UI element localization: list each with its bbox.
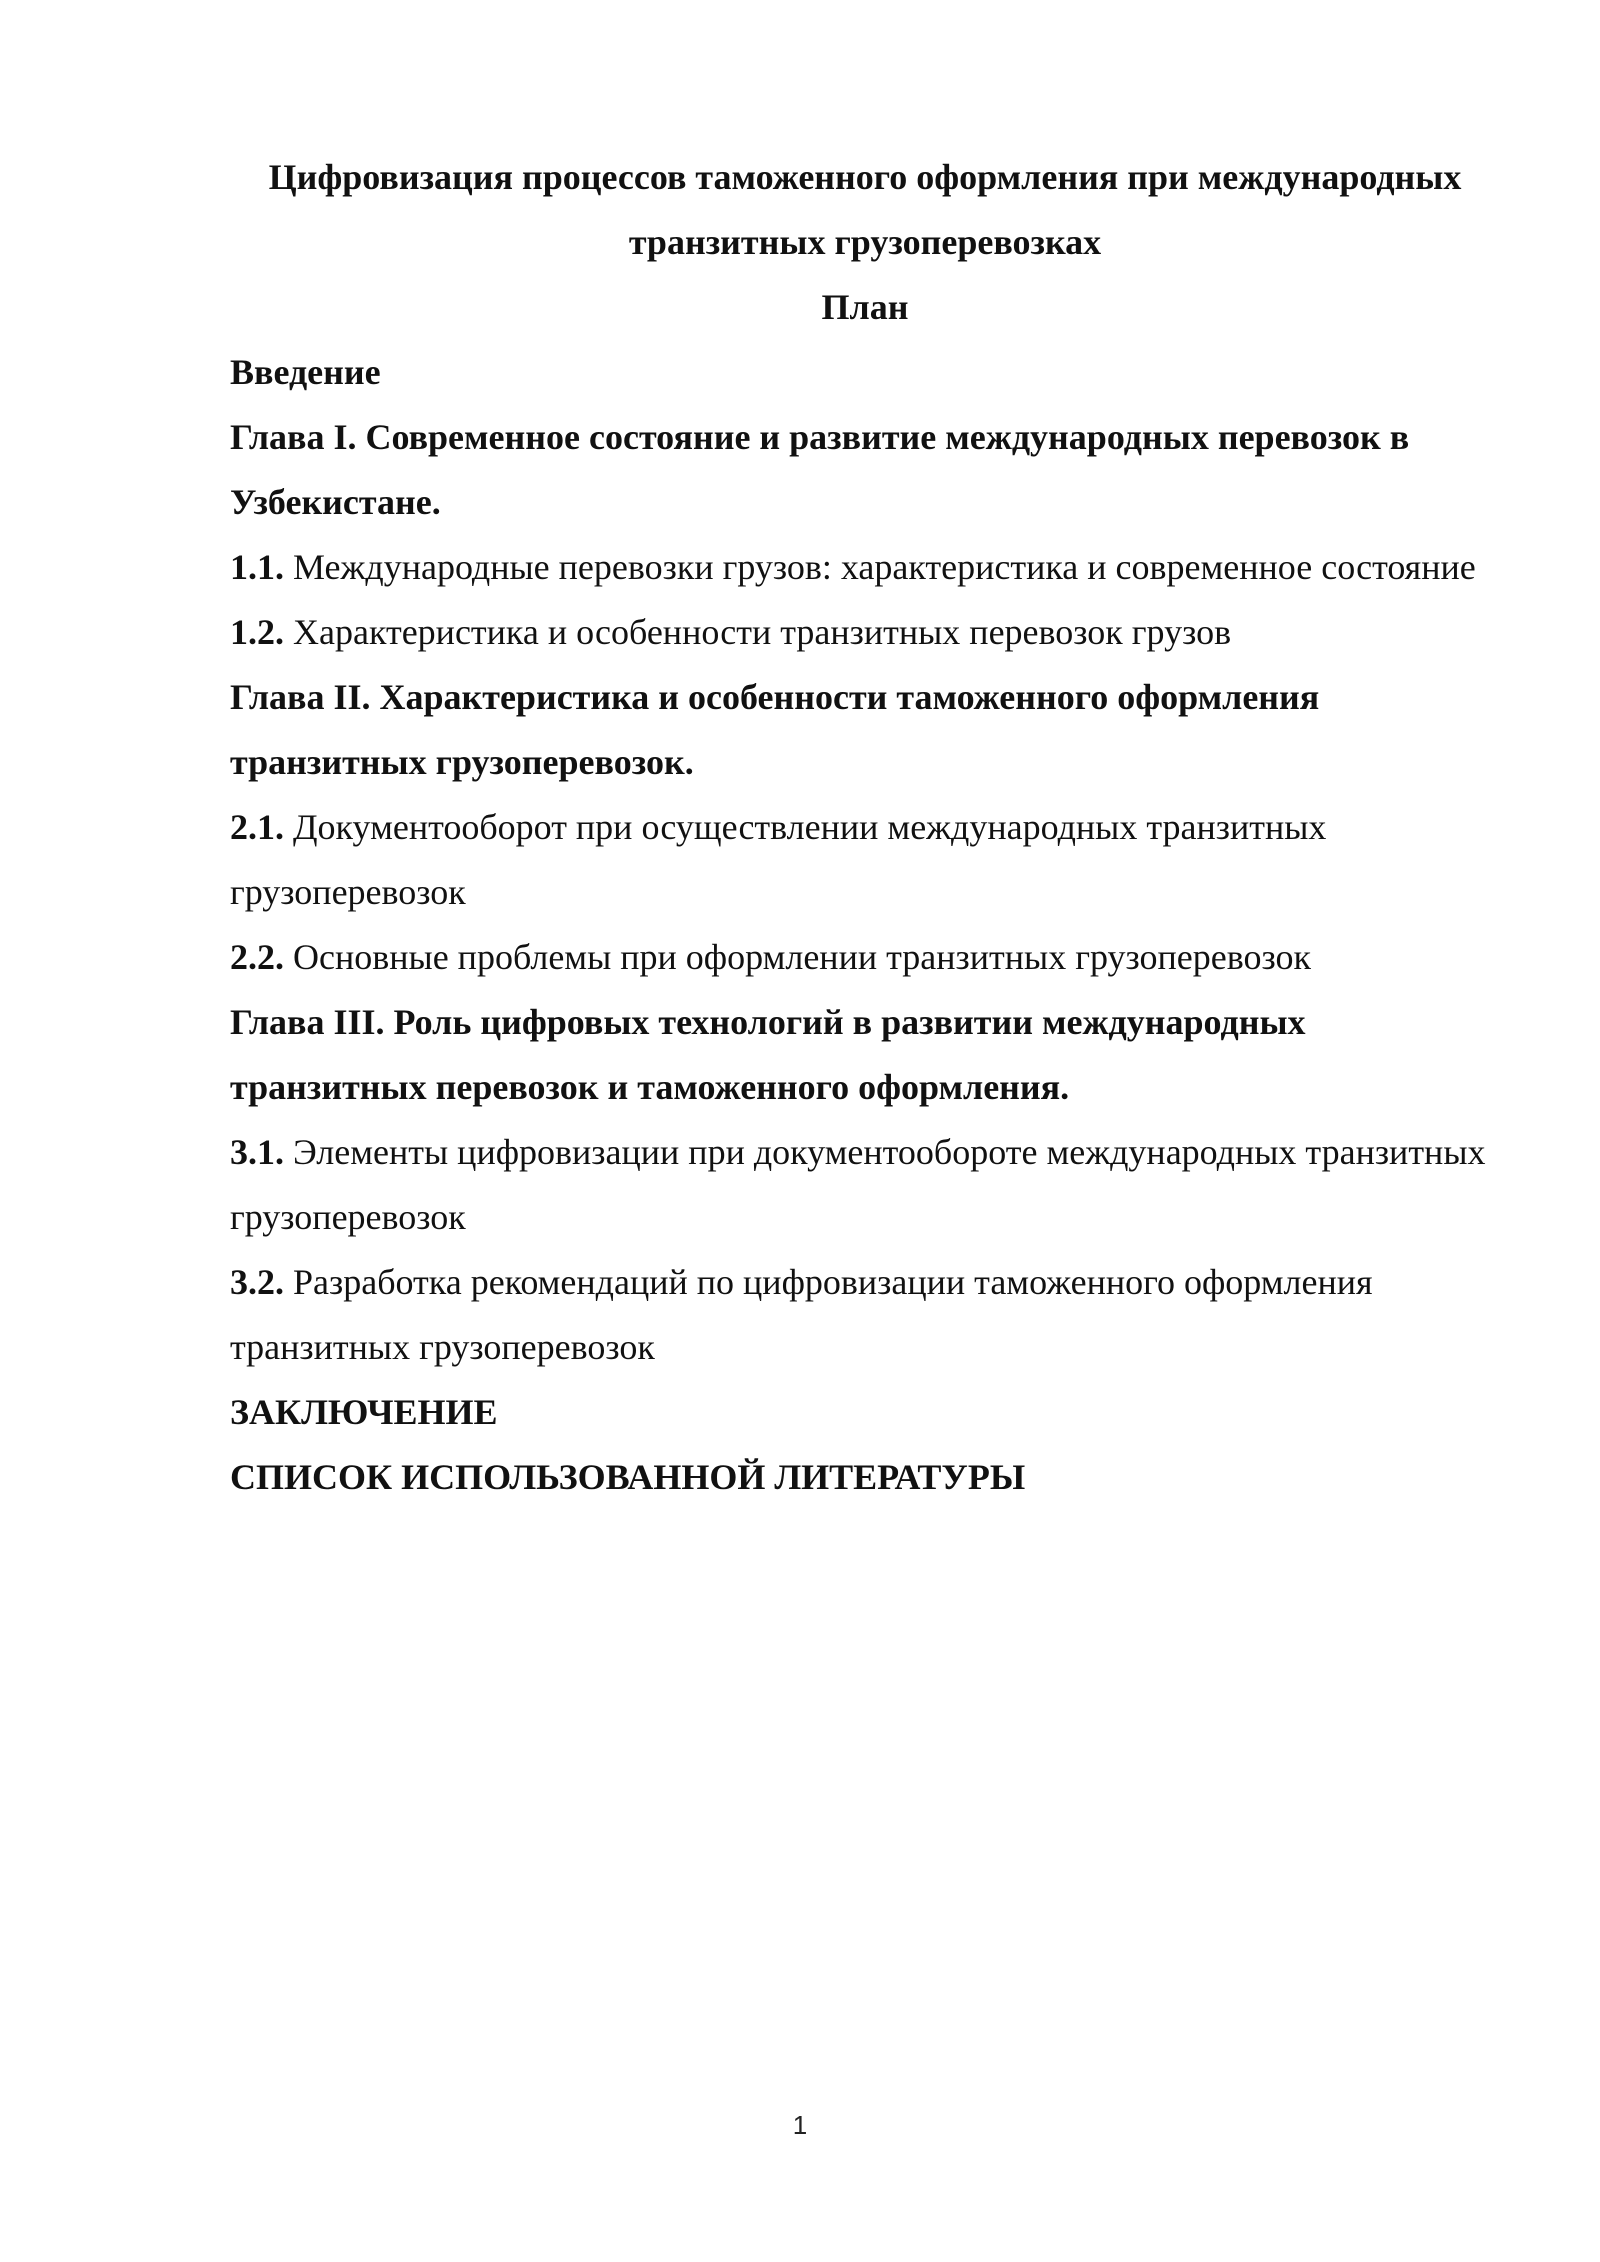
- section-number: 2.1.: [230, 807, 284, 847]
- section-title: Характеристика и особенности транзитных перевозок грузов: [293, 612, 1232, 652]
- plan-heading: План: [821, 287, 909, 327]
- toc-chapter-2-heading: Глава II. Характеристика и особенности таможенного оформления транзитных грузоперевозок.: [230, 677, 1320, 782]
- toc-references: СПИСОК ИСПОЛЬЗОВАННОЙ ЛИТЕРАТУРЫ: [230, 1457, 1026, 1497]
- toc-chapter-1-heading: Глава I. Современное состояние и развитие международных перевозок в Узбекистане.: [230, 417, 1410, 522]
- toc-section-3-1: [230, 1120, 1500, 1250]
- section-number: 1.2.: [230, 612, 284, 652]
- toc-conclusion: ЗАКЛЮЧЕНИЕ: [230, 1392, 498, 1432]
- section-title: Документооборот при осуществлении международных транзитных грузоперевозок: [230, 807, 1327, 912]
- section-title: Международные перевозки грузов: характеристика и современное состояние: [293, 547, 1476, 587]
- toc-introduction: Введение: [230, 352, 381, 392]
- toc-section-1-1: [230, 535, 1500, 600]
- toc-section-2-2: [230, 925, 1500, 990]
- section-title: Разработка рекомендаций по цифровизации таможенного оформления транзитных грузоперевозок: [230, 1262, 1373, 1367]
- toc-section-1-2: [230, 600, 1500, 665]
- section-number: 1.1.: [230, 547, 284, 587]
- section-number: 2.2.: [230, 937, 284, 977]
- toc-section-3-2: [230, 1250, 1500, 1380]
- document-title: Цифровизация процессов таможенного оформления при международных транзитных грузоперевозках: [268, 157, 1462, 262]
- toc-section-2-1: [230, 795, 1500, 925]
- page-number: 1: [792, 2110, 808, 2140]
- section-number: 3.1.: [230, 1132, 284, 1172]
- section-title: Элементы цифровизации при документообороте международных транзитных грузоперевозок: [230, 1132, 1486, 1237]
- section-title: Основные проблемы при оформлении транзитных грузоперевозок: [293, 937, 1311, 977]
- page-content: [230, 145, 1500, 1510]
- section-number: 3.2.: [230, 1262, 284, 1302]
- toc-chapter-3-heading: Глава III. Роль цифровых технологий в развитии международных транзитных перевозок и таможенного оформления.: [230, 1002, 1306, 1107]
